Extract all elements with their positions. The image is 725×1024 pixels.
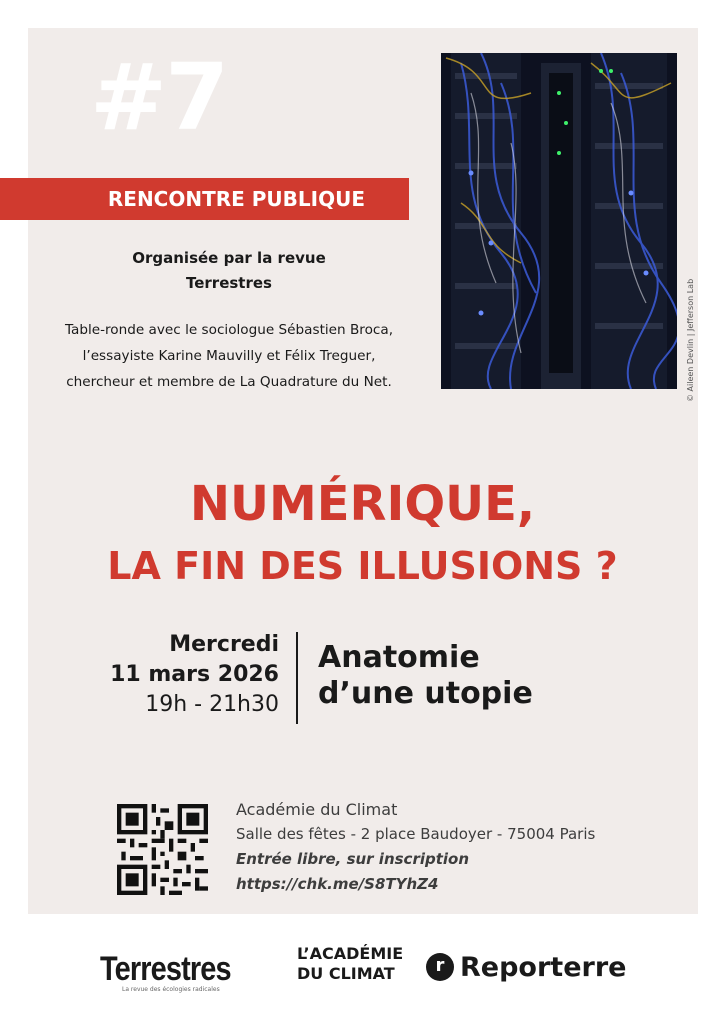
server-rack-illustration [441, 53, 677, 389]
academie-logo-line-1: L’ACADÉMIE [297, 944, 404, 963]
event-date [110, 630, 279, 720]
event-subtitle [318, 640, 533, 712]
terrestres-tagline: La revue des écologies radicales [122, 986, 220, 993]
venue-name: Académie du Climat [236, 800, 398, 819]
subtitle-line-1: Anatomie [318, 640, 480, 675]
description-line: Table-ronde avec le sociologue Sébastien Broca, [64, 322, 394, 338]
event-full-date: 11 mars 2026 [110, 662, 279, 687]
event-description [40, 317, 418, 395]
qr-code-icon[interactable] [117, 804, 208, 895]
event-title-line-1: NUMÉRIQUE, [189, 476, 536, 532]
description-line: l’essayiste Karine Mauvilly et Félix Treguer, [82, 348, 376, 364]
registration-link[interactable]: https://chk.me/S8TYhZ4 [236, 875, 439, 893]
subtitle-line-2: d’une utopie [318, 676, 533, 711]
organizer [50, 246, 408, 296]
reporterre-logo: Reporterre [460, 952, 627, 983]
organizer-line-1: Organisée par la revue [132, 249, 326, 267]
academie-du-climat-logo [297, 944, 403, 984]
organizer-line-2: Terrestres [186, 274, 272, 292]
issue-number: #7 [90, 44, 228, 151]
qr-code-graphic [117, 804, 208, 895]
banner-label: RENCONTRE PUBLIQUE [107, 187, 365, 211]
academie-logo-line-2: DU CLIMAT [297, 964, 395, 983]
photo-credit: © Aileen Devlin | Jefferson Lab [686, 278, 695, 402]
server-rack-photo [441, 53, 677, 389]
entry-info: Entrée libre, sur inscription [236, 850, 470, 868]
divider [296, 632, 298, 724]
description-line: chercheur et membre de La Quadrature du Net. [66, 374, 392, 390]
venue-info [236, 797, 595, 897]
partner-logos [0, 940, 725, 1020]
venue-address: Salle des fêtes - 2 place Baudoyer - 75004 Paris [236, 825, 596, 843]
event-title-line-2: LA FIN DES ILLUSIONS ? [107, 544, 618, 588]
reporterre-icon: r [426, 953, 454, 981]
event-type-banner [0, 178, 409, 220]
event-time: 19h - 21h30 [145, 692, 279, 717]
terrestres-logo: Terrestres [100, 950, 231, 988]
event-day: Mercredi [169, 632, 279, 657]
